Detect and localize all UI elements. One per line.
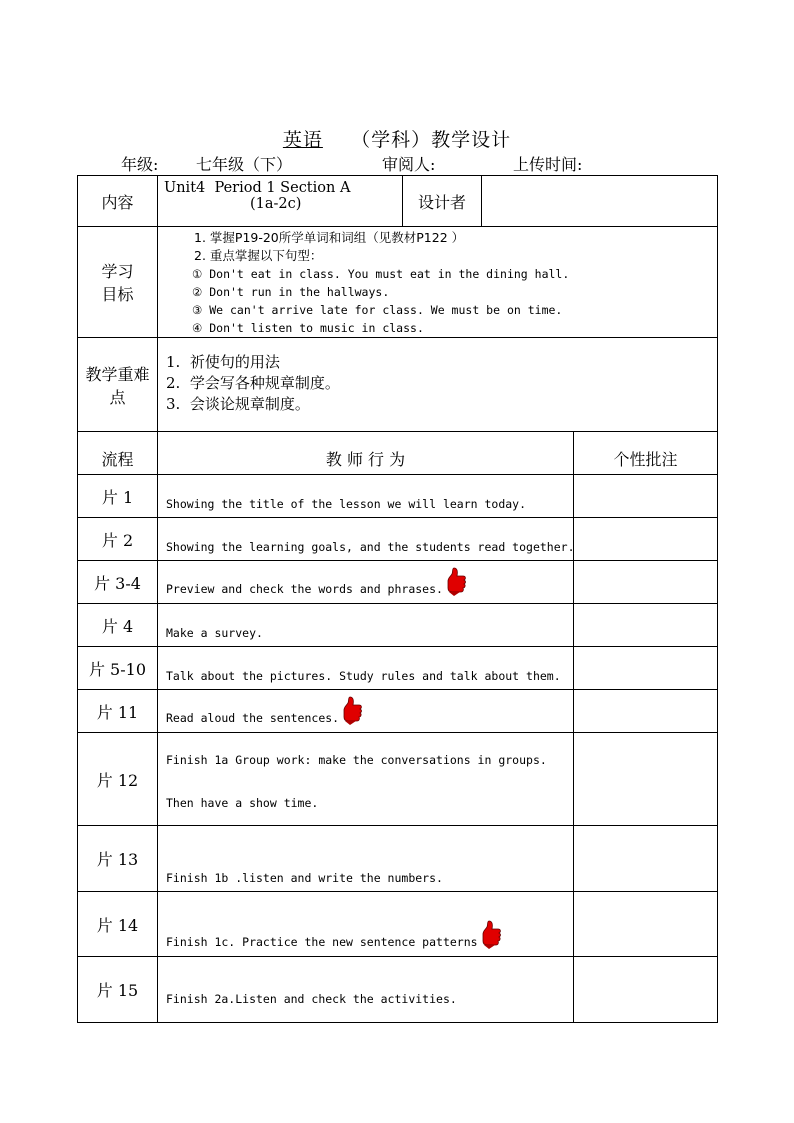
note-cell (574, 733, 718, 826)
goals-label (78, 227, 158, 338)
difficulty-list (158, 338, 718, 432)
designer-value (482, 176, 718, 227)
slide-label: 片 15 (78, 957, 158, 1023)
note-cell (574, 561, 718, 604)
content-row (78, 176, 718, 227)
slide-label: 片 13 (78, 826, 158, 892)
slide-label: 片 11 (78, 690, 158, 733)
teacher-action-cell (158, 561, 574, 604)
lesson-plan-table (77, 175, 718, 1023)
goal-item: ④ Don't listen to music in class. (192, 321, 424, 335)
grade-value: 七年级（下） (196, 155, 293, 174)
goal-item: ③ We can't arrive late for class. We must be on time. (192, 303, 563, 317)
thumbs-up-icon (445, 567, 467, 597)
table-row (78, 561, 718, 604)
teacher-action: Finish 1b .listen and write the numbers. (158, 826, 574, 892)
slide-label: 片 1 (78, 475, 158, 518)
note-cell (574, 518, 718, 561)
thumbs-up-icon (480, 920, 502, 950)
upload-time-label: 上传时间: (513, 155, 583, 174)
teacher-action: Finish 1c. Practice the new sentence patterns (166, 935, 478, 949)
title-suffix: （学科）教学设计 (351, 129, 512, 151)
slide-label: 片 2 (78, 518, 158, 561)
table-row (78, 647, 718, 690)
notes-column-header: 个性批注 (574, 432, 718, 475)
teacher-action-cell (158, 892, 574, 957)
teacher-action: Showing the title of the lesson we will learn today. (158, 475, 574, 518)
process-header-row (78, 432, 718, 475)
note-cell (574, 826, 718, 892)
teacher-action-cell (158, 690, 574, 733)
thumbs-up-icon (341, 696, 363, 726)
table-row (78, 892, 718, 957)
goals-list (158, 227, 718, 338)
designer-label: 设计者 (403, 176, 482, 227)
table-row (78, 690, 718, 733)
note-cell (574, 892, 718, 957)
difficulty-label (78, 338, 158, 432)
process-column-header: 流程 (78, 432, 158, 475)
table-row (78, 957, 718, 1023)
goal-item: ① Don't eat in class. You must eat in the dining hall. (192, 267, 570, 281)
teacher-action-column-header: 教 师 行 为 (158, 432, 574, 475)
reviewer-label: 审阅人: (382, 155, 436, 174)
teacher-action: Make a survey. (158, 604, 574, 647)
subject-name: 英语 (282, 129, 323, 151)
difficulty-label-line-2: 点 (109, 387, 126, 407)
teacher-action: Preview and check the words and phrases. (166, 582, 443, 596)
teacher-action: Talk about the pictures. Study rules and talk about them. (158, 647, 574, 690)
document-title (0, 125, 794, 152)
difficulty-item: 2. 学会写各种规章制度。 (166, 374, 340, 392)
note-cell (574, 690, 718, 733)
difficulty-label-line-1: 教学重难 (85, 364, 150, 384)
slide-label: 片 12 (78, 733, 158, 826)
slide-label: 片 5-10 (78, 647, 158, 690)
goals-row (78, 227, 718, 338)
content-value (158, 176, 403, 227)
content-line-2: (1a-2c) (250, 196, 302, 212)
teacher-action: Finish 1a Group work: make the conversations in groups. Then have a show time. (158, 733, 574, 826)
note-cell (574, 604, 718, 647)
note-cell (574, 957, 718, 1023)
table-row (78, 826, 718, 892)
teacher-action: Finish 2a.Listen and check the activities. (158, 957, 574, 1023)
goal-item: ② Don't run in the hallways. (192, 285, 390, 299)
note-cell (574, 475, 718, 518)
teacher-action: Showing the learning goals, and the students read together. (158, 518, 574, 561)
slide-label: 片 3-4 (78, 561, 158, 604)
slide-label: 片 4 (78, 604, 158, 647)
teacher-action: Read aloud the sentences. (166, 711, 340, 725)
table-row (78, 604, 718, 647)
difficulty-row (78, 338, 718, 432)
table-row (78, 518, 718, 561)
note-cell (574, 647, 718, 690)
slide-label: 片 14 (78, 892, 158, 957)
grade-label: 年级: (121, 155, 159, 174)
content-line-1: Unit4 Period 1 Section A (164, 180, 351, 196)
difficulty-item: 3. 会谈论规章制度。 (166, 395, 310, 413)
goals-label-line-2: 目标 (101, 285, 134, 304)
content-label: 内容 (78, 176, 158, 227)
goal-item: 2. 重点掌握以下句型： (194, 248, 323, 263)
table-row (78, 475, 718, 518)
difficulty-item: 1. 祈使句的用法 (166, 353, 280, 371)
table-row (78, 733, 718, 826)
goals-label-line-1: 学习 (101, 262, 134, 281)
goal-item: 1. 掌握P19-20所学单词和词组（见教材P122 ） (194, 230, 465, 245)
